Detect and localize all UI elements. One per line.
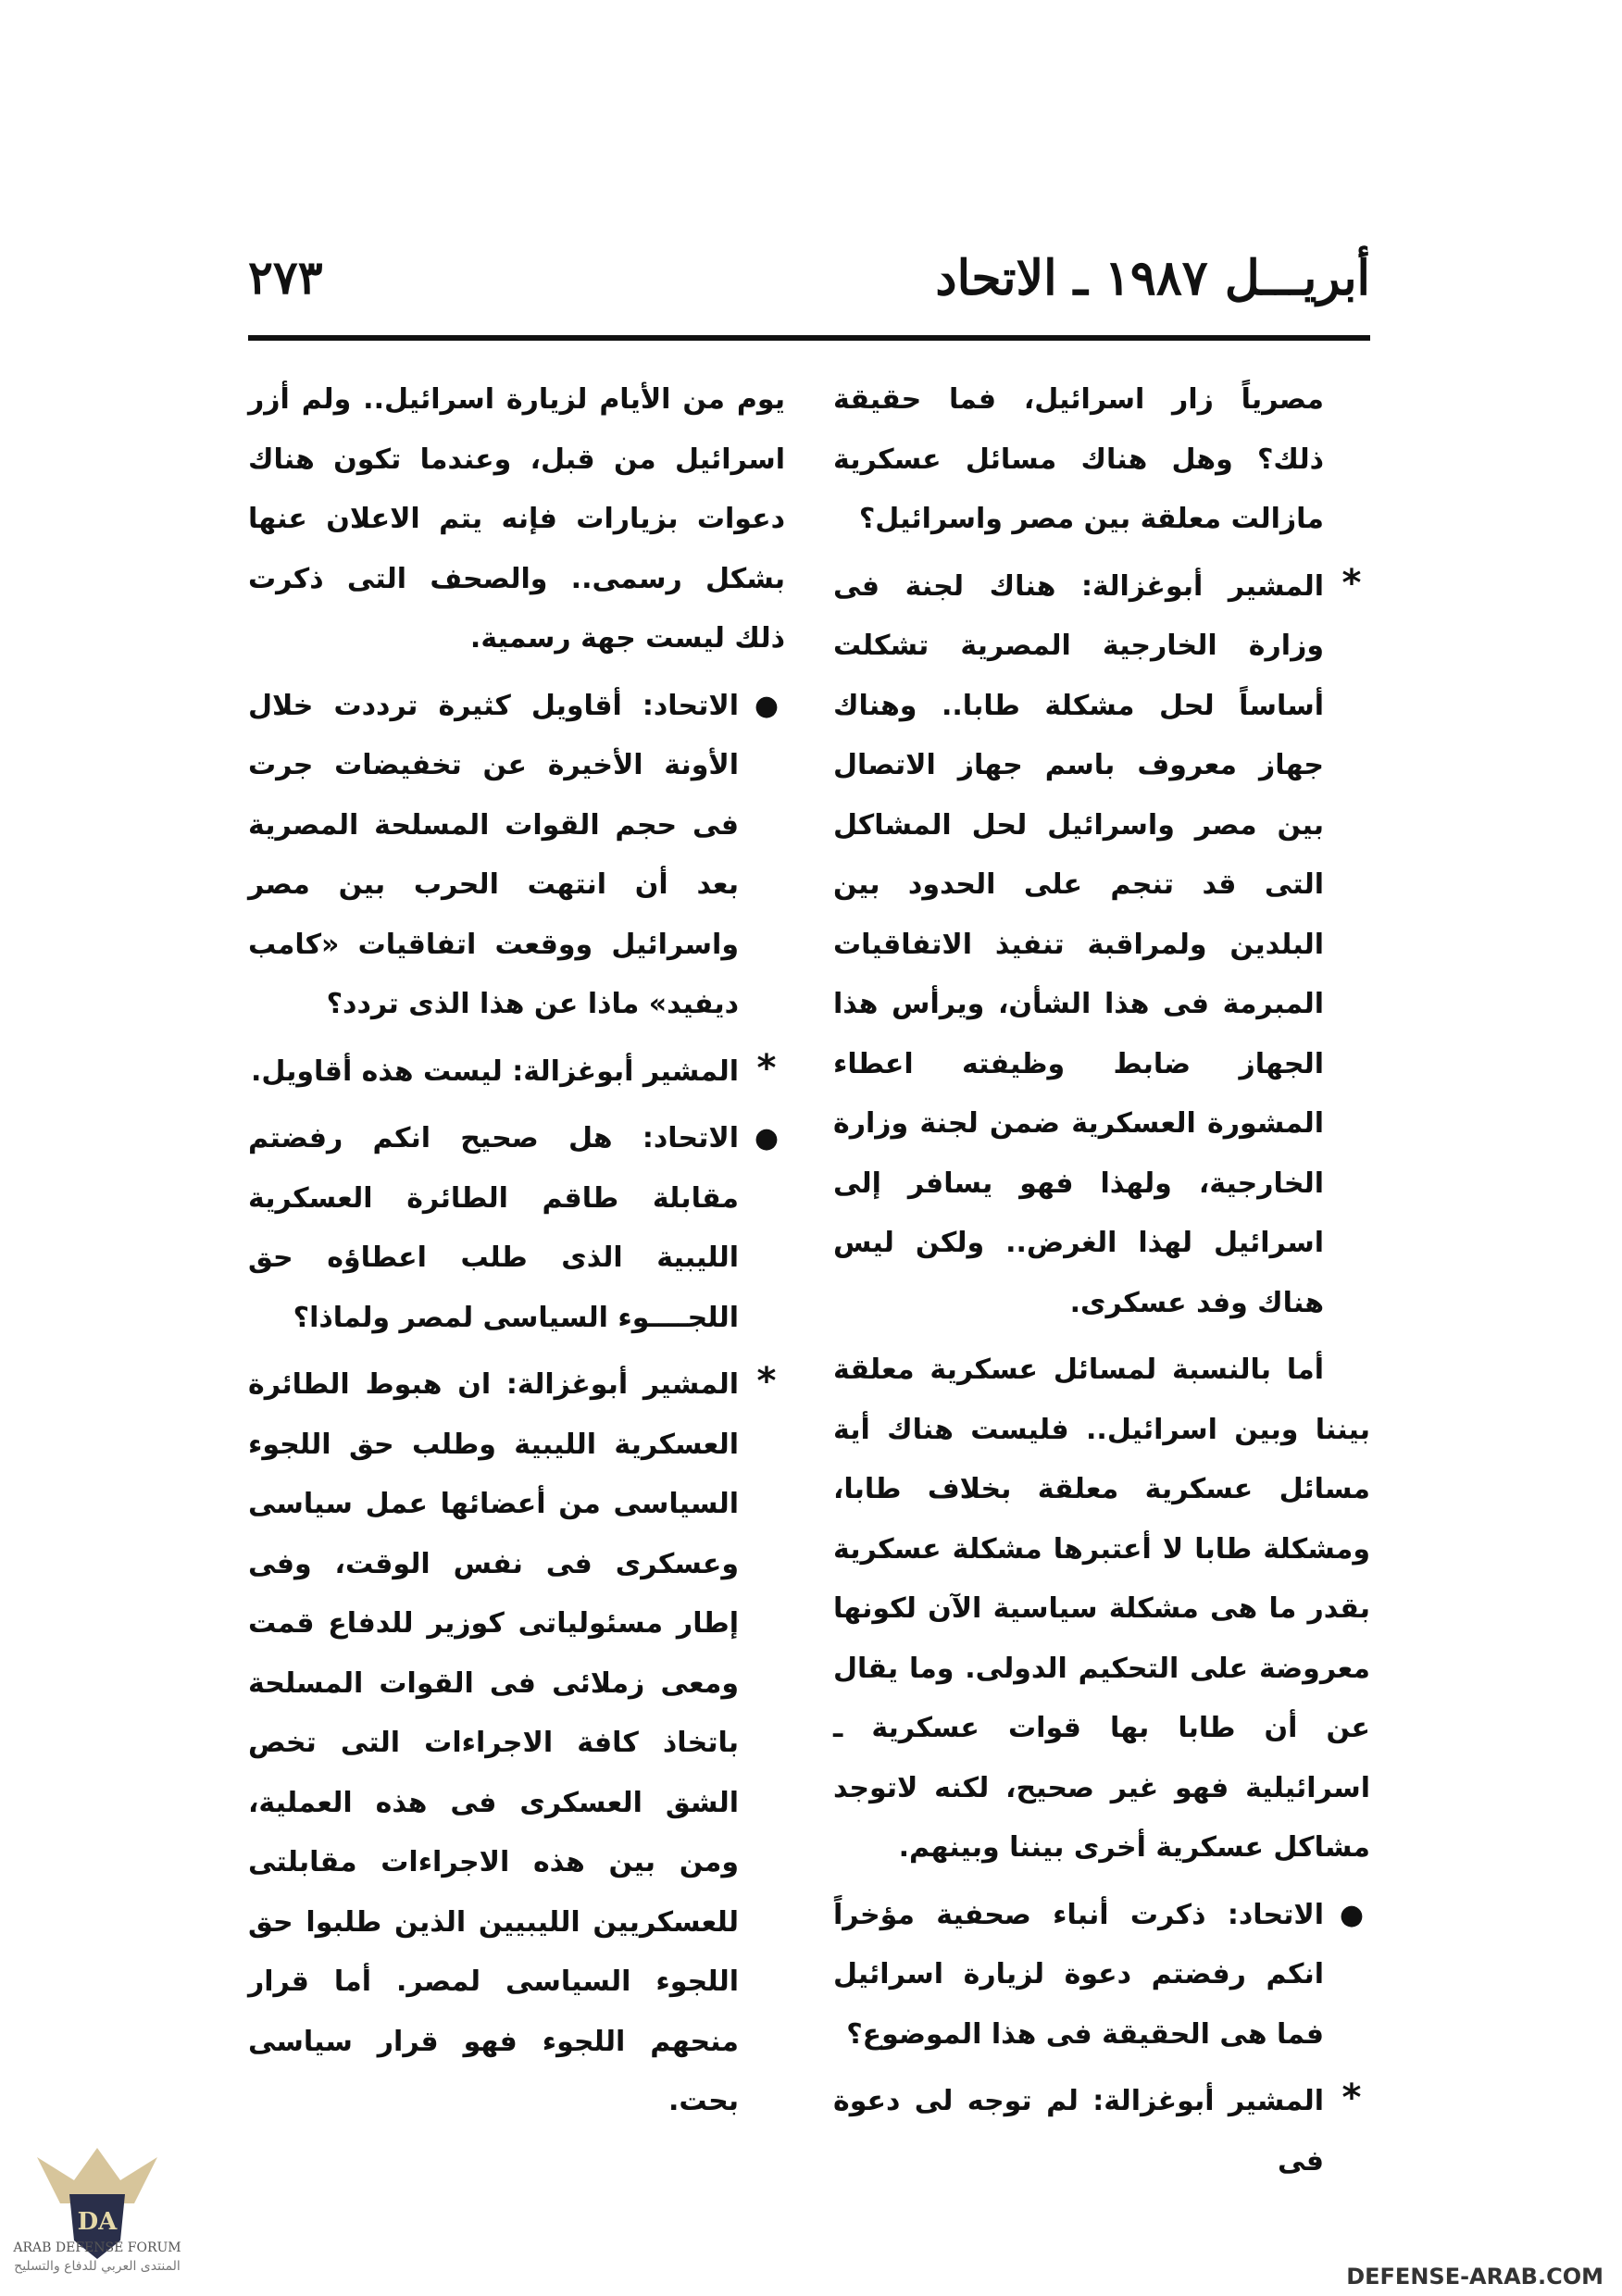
paragraph: المشير أبوغزالة: ليست هذه أقاويل. bbox=[250, 1054, 739, 1088]
paragraph: الاتحاد: أقاويل كثيرة ترددت خلال الأونة الأخيرة عن تخفيضات جرت فى حجم القوات المسلحة المصرية بعد أن انتهت الحرب بين مصر واسرائيل ووقعت اتفاقيات «كامب ديفيد» ماذا عن هذا الذى تردد؟ bbox=[248, 689, 739, 1020]
star-icon: * bbox=[756, 1360, 777, 1403]
site-watermark: DEFENSE-ARAB.COM bbox=[1346, 2264, 1603, 2290]
forum-logo-name: ARAB DEFENSE FORUM bbox=[13, 2240, 181, 2255]
question-block bbox=[248, 1109, 785, 1348]
bullet-icon: ● bbox=[754, 1122, 780, 1154]
bullet-icon: ● bbox=[1339, 1898, 1365, 1931]
left-column bbox=[248, 370, 785, 2140]
star-icon: * bbox=[756, 1046, 777, 1090]
answer-block bbox=[833, 557, 1370, 1334]
paragraph: المشير أبوغزالة: هناك لجنة فى وزارة الخارجية المصرية تشكلت أساساً لحل مشكلة طابا.. وهناك جهاز معروف باسم جهاز الاتصال بين مصر واسرائيل لحل المشاكل التى قد تنجم على الحدود بين البلدين ولمراقبة تنفيذ الاتفاقيات المبرمة فى هذا الشأن، ويرأس هذا الجهاز ضابط وظيفته اعطاء المشورة العسكرية ضمن لجنة وزارة الخارجية، ولهذا فهو يسافر إلى اسرائيل لهذا الغرض.. ولكن ليس هناك وفد عسكرى. bbox=[833, 569, 1324, 1319]
running-title: أبريـــل ١٩٨٧ ـ الاتحاد bbox=[935, 250, 1370, 306]
running-header bbox=[248, 250, 1370, 324]
page-number: ٢٧٣ bbox=[248, 250, 323, 305]
right-column bbox=[833, 370, 1370, 2199]
header-rule bbox=[248, 335, 1370, 341]
paragraph: المشير أبوغزالة: ان هبوط الطائرة العسكرية الليبية وطلب حق اللجوء السياسى من أعضائها عمل سياسى وعسكرى فى نفس الوقت، وفى إطار مسئولياتى كوزير للدفاع قمت ومعى زملائى فى القوات المسلحة باتخاذ كافة الاجراءات التى تخص الشق العسكرى فى هذه العملية، ومن بين هذه الاجراءات مقابلتى للعسكريين الليبيين الذين طلبوا حق اللجوء السياسى لمصر. أما قرار منحهم اللجوء فهو قرار سياسى بحت. bbox=[248, 1368, 739, 2117]
star-icon: * bbox=[1341, 561, 1362, 605]
paragraph: الاتحاد: ذكرت أنباء صحفية مؤخراً انكم رفضتم دعوة لزيارة اسرائيل فما هى الحقيقة فى هذا الموضوع؟ bbox=[833, 1898, 1324, 2051]
paragraph: مصرياً زار اسرائيل، فما حقيقة ذلك؟ وهل هناك مسائل عسكرية مازالت معلقة بين مصر واسرائيل؟ bbox=[833, 383, 1324, 535]
paragraph: الاتحاد: هل صحيح انكم رفضتم مقابلة طاقم الطائرة العسكرية الليبية الذى طلب اعطاؤه حق اللجــــوء السياسى لمصر ولماذا؟ bbox=[248, 1122, 739, 1334]
answer-block bbox=[833, 2072, 1370, 2191]
logo-monogram: DA bbox=[77, 2208, 118, 2236]
paragraph: المشير أبوغزالة: لم توجه لى دعوة فى bbox=[833, 2085, 1324, 2177]
answer-block bbox=[248, 1355, 785, 2132]
answer-block bbox=[248, 1042, 785, 1103]
forum-logo-name-ar: المنتدى العربي للدفاع والتسليح bbox=[14, 2259, 181, 2274]
question-block bbox=[833, 1886, 1370, 2065]
question-block bbox=[248, 677, 785, 1035]
paragraph: أما بالنسبة لمسائل عسكرية معلقة بيننا وبين اسرائيل.. فليست هناك أية مسائل عسكرية معلقة بخلاف طابا، ومشكلة طابا لا أعتبرها مشكلة عسكرية بقدر ما هى مشكلة سياسية الآن لكونها معروضة على التحكيم الدولى. وما يقال عن أن طابا بها قوات عسكرية ـ اسرائيلية فهو غير صحيح، لكنه لاتوجد مشاكل عسكرية أخرى بيننا وبينهم. bbox=[833, 1354, 1370, 1864]
bullet-icon: ● bbox=[754, 689, 780, 722]
star-icon: * bbox=[1341, 2077, 1362, 2119]
paragraph: يوم من الأيام لزيارة اسرائيل.. ولم أزر اسرائيل من قبل، وعندما تكون هناك دعوات بزيارات فإنه يتم الاعلان عنها بشكل رسمى.. والصحف التى ذكرت ذلك ليست جهة رسمية. bbox=[248, 383, 785, 655]
